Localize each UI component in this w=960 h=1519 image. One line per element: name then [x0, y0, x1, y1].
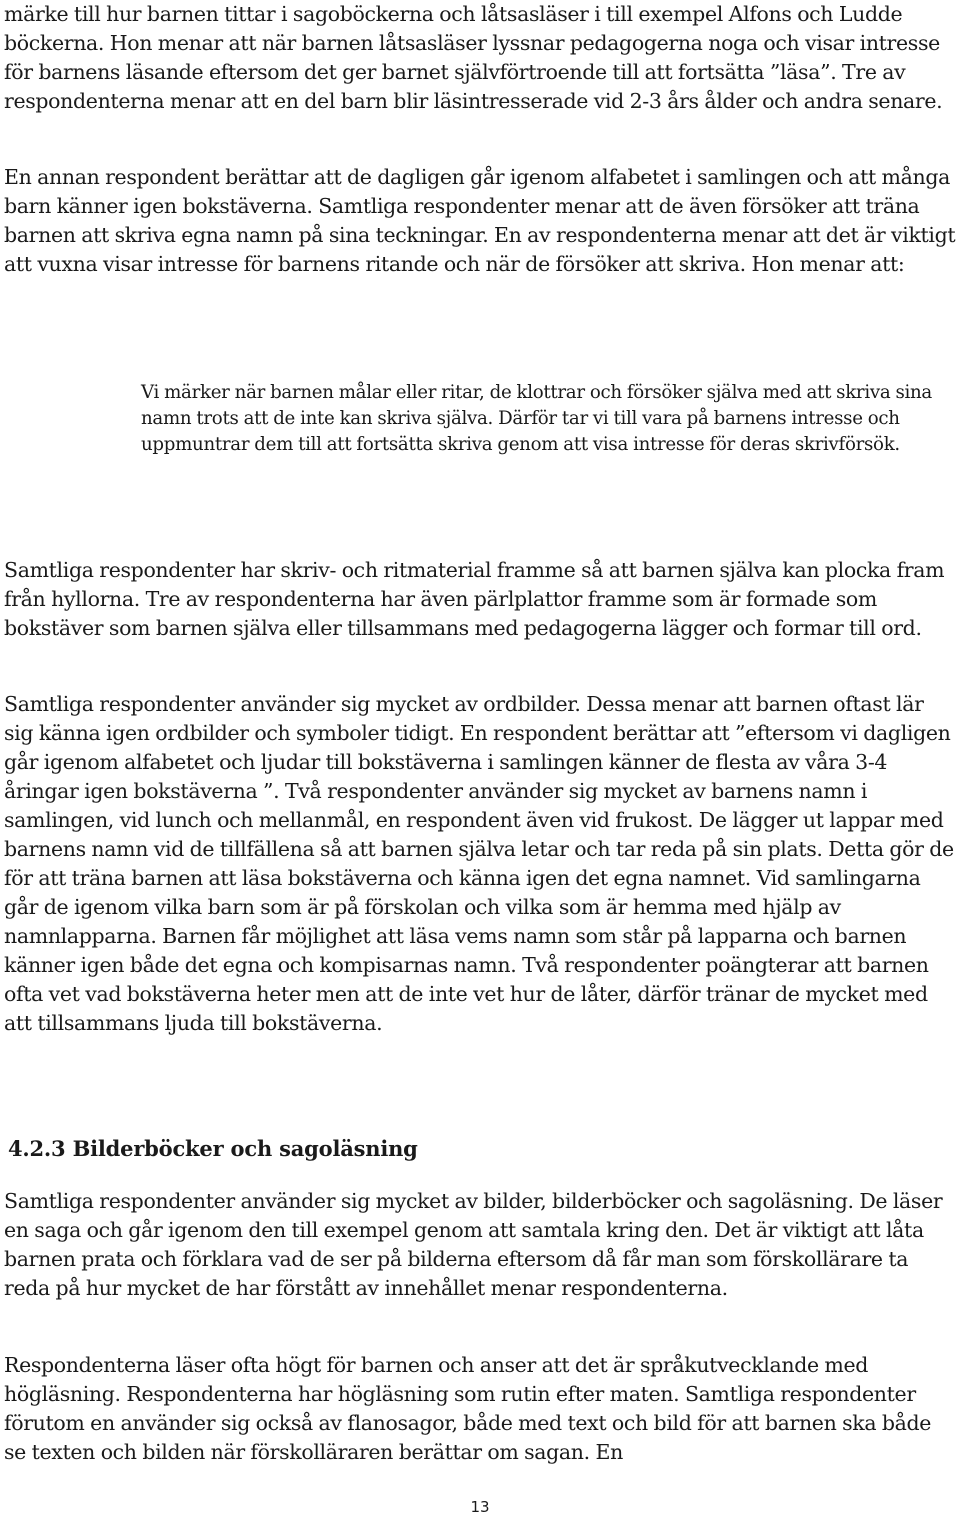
block-quote: Vi märker när barnen målar eller ritar, de klottrar och försöker själva med att skriva sina namn trots att de inte kan skriva själva. Därför tar vi till vara på barnens intresse och uppmuntrar dem till att fortsätta skriva genom att visa intresse för deras skrivförsök. [141, 382, 932, 455]
page-number: 13 [470, 1498, 490, 1516]
section-heading: 4.2.3 Bilderböcker och sagoläsning [8, 1136, 418, 1161]
paragraph-5: Samtliga respondenter använder sig mycket av bilder, bilderböcker och sagoläsning. De läser en saga och går igenom den till exempel genom att samtala kring den. Det är viktigt att låta barnen prata och förklara vad de ser på bilderna eftersom då får man som förskollärare ta reda på hur mycket de har förstått av innehållet menar respondenterna. [4, 1189, 943, 1300]
paragraph-4: Samtliga respondenter använder sig mycket av ordbilder. Dessa menar att barnen oftast lär sig känna igen ordbilder och symboler tidigt. En respondent berättar att ”eftersom vi dagligen går igenom alfabetet och ljudar till bokstäverna i samlingen känner de flesta av våra 3-4 åringar igen bokstäverna ”. Två respondenter använder sig mycket av barnens namn i samlingen, vid lunch och mellanmål, en respondent även vid frukost. De lägger ut lappar med barnens namn vid de tillfällena så att barnen själva letar och tar reda på sin plats. Detta gör de för att träna barnen att läsa bokstäverna och känna igen det egna namnet. Vid samlingarna går de igenom vilka barn som är på förskolan och vilka som är hemma med hjälp av namnlapparna. Barnen får möjlighet att läsa vems namn som står på lapparna och barnen känner igen både det egna och kompisarnas namn. Två respondenter poängterar att barnen ofta vet vad bokstäverna heter men att de inte vet hur de låter, därför tränar de mycket med att tillsammans ljuda till bokstäverna. [4, 692, 954, 1035]
paragraph-3: Samtliga respondenter har skriv- och ritmaterial framme så att barnen själva kan plocka fram från hyllorna. Tre av respondenterna har även pärlplattor framme som är formade som bokstäver som barnen själva eller tillsammans med pedagogerna lägger och formar till ord. [4, 558, 945, 640]
paragraph-2: En annan respondent berättar att de dagligen går igenom alfabetet i samlingen och att många barn känner igen bokstäverna. Samtliga respondenter menar att de även försöker att träna barnen att skriva egna namn på sina teckningar. En av respondenterna menar att det är viktigt att vuxna visar intresse för barnens ritande och när de försöker att skriva. Hon menar att: [4, 165, 956, 276]
paragraph-6: Respondenterna läser ofta högt för barnen och anser att det är språkutvecklande med högläsning. Respondenterna har högläsning som rutin efter maten. Samtliga respondenter förutom en använder sig också av flanosagor, både med text och bild för att barnen ska både se texten och bilden när förskolläraren berättar om sagan. En [4, 1353, 932, 1464]
paragraph-1: märke till hur barnen tittar i sagoböckerna och låtsasläser i till exempel Alfons och Ludde böckerna. Hon menar att när barnen låtsasläser lyssnar pedagogerna noga och visar intresse för barnens läsande eftersom det ger barnet självförtroende till att fortsätta ”läsa”. Tre av respondenterna menar att en del barn blir läsintresserade vid 2-3 års ålder och andra senare. [4, 2, 943, 113]
